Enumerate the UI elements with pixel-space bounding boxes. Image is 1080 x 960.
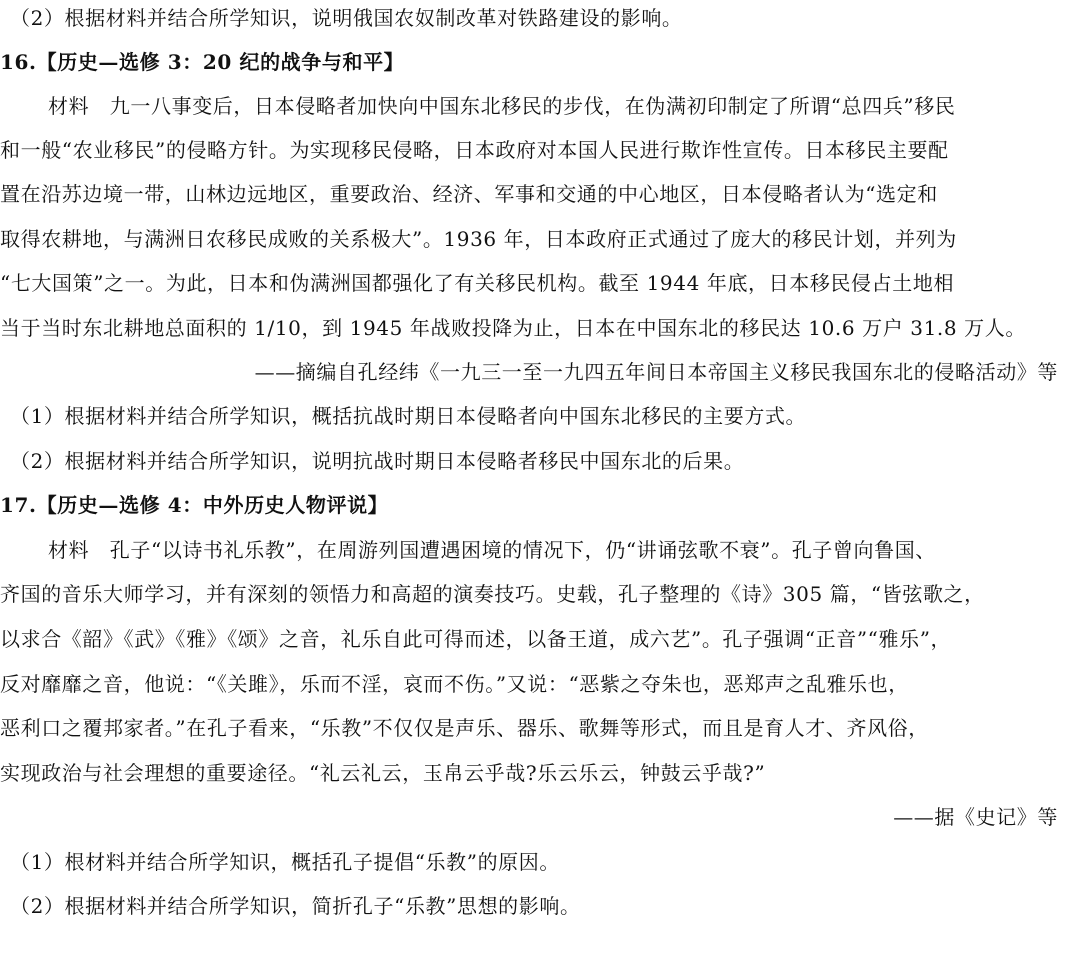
q17-source: ——据《史记》等 [893, 805, 1058, 829]
q16-sub2: （2）根据材料并结合所学知识，说明抗战时期日本侵略者移民中国东北的后果。 [10, 449, 745, 473]
q17-heading: 17.【历史—选修 4：中外历史人物评说】 [0, 493, 389, 517]
q16-material-line: 取得农耕地，与满洲日农移民成败的关系极大”。1936 年，日本政府正式通过了庞大的移民计划，并列为 [0, 227, 957, 251]
q17-material-line: 实现政治与社会理想的重要途径。“礼云礼云，玉帛云乎哉?乐云乐云，钟鼓云乎哉?” [0, 761, 766, 785]
q17-material-line: 以求合《韶》《武》《雅》《颂》之音，礼乐自此可得而述，以备王道，成六艺”。孔子强调“正音”“雅乐”， [0, 627, 952, 651]
q17-material-line: 恶利口之覆邦家者。”在孔子看来，“乐教”不仅仅是声乐、器乐、歌舞等形式，而且是育人才、齐风俗， [0, 716, 929, 740]
q17-sub2: （2）根据材料并结合所学知识，简折孔子“乐教”思想的影响。 [10, 894, 581, 918]
q17-sub1: （1）根材料并结合所学知识，概括孔子提倡“乐教”的原因。 [10, 850, 560, 874]
q16-material-line: 置在沿苏边境一带，山林边远地区，重要政治、经济、军事和交通的中心地区，日本侵略者认为“选定和 [0, 182, 938, 206]
q16-heading: 16.【历史—选修 3：20 纪的战争与和平】 [0, 50, 405, 74]
q16-material-line: 材料 九一八事变后，日本侵略者加快向中国东北移民的步伐，在伪满初印制定了所谓“总四兵”移民 [48, 94, 956, 118]
q17-material-line: 反对靡靡之音，他说：“《关雎》，乐而不淫，哀而不伤。”又说：“恶紫之夺朱也，恶郑声之乱雅乐也， [0, 672, 909, 696]
q16-material-line: 和一般“农业移民”的侵略方针。为实现移民侵略，日本政府对本国人民进行欺诈性宣传。日本移民主要配 [0, 138, 949, 162]
q17-material-line: 齐国的音乐大师学习，并有深刻的领悟力和高超的演奏技巧。史载，孔子整理的《诗》305 篇，“皆弦歌之， [0, 582, 985, 606]
q16-sub1: （1）根据材料并结合所学知识，概括抗战时期日本侵略者向中国东北移民的主要方式。 [10, 404, 807, 428]
q17-material-line: 材料 孔子“以诗书礼乐教”，在周游列国遭遇困境的情况下，仍“讲诵弦歌不衰”。孔子曾向鲁国、 [48, 538, 936, 562]
q16-material-line: “七大国策”之一。为此，日本和伪满洲国都强化了有关移民机构。截至 1944 年底，日本移民侵占土地相 [0, 271, 955, 295]
q16-source: ——摘编自孔经纬《一九三一至一九四五年间日本帝国主义移民我国东北的侵略活动》等 [254, 360, 1058, 384]
q15-sub2: （2）根据材料并结合所学知识，说明俄国农奴制改革对铁路建设的影响。 [10, 6, 683, 30]
q16-material-line: 当于当时东北耕地总面积的 1/10，到 1945 年战败投降为止，日本在中国东北的移民达 10.6 万户 31.8 万人。 [0, 316, 1026, 340]
